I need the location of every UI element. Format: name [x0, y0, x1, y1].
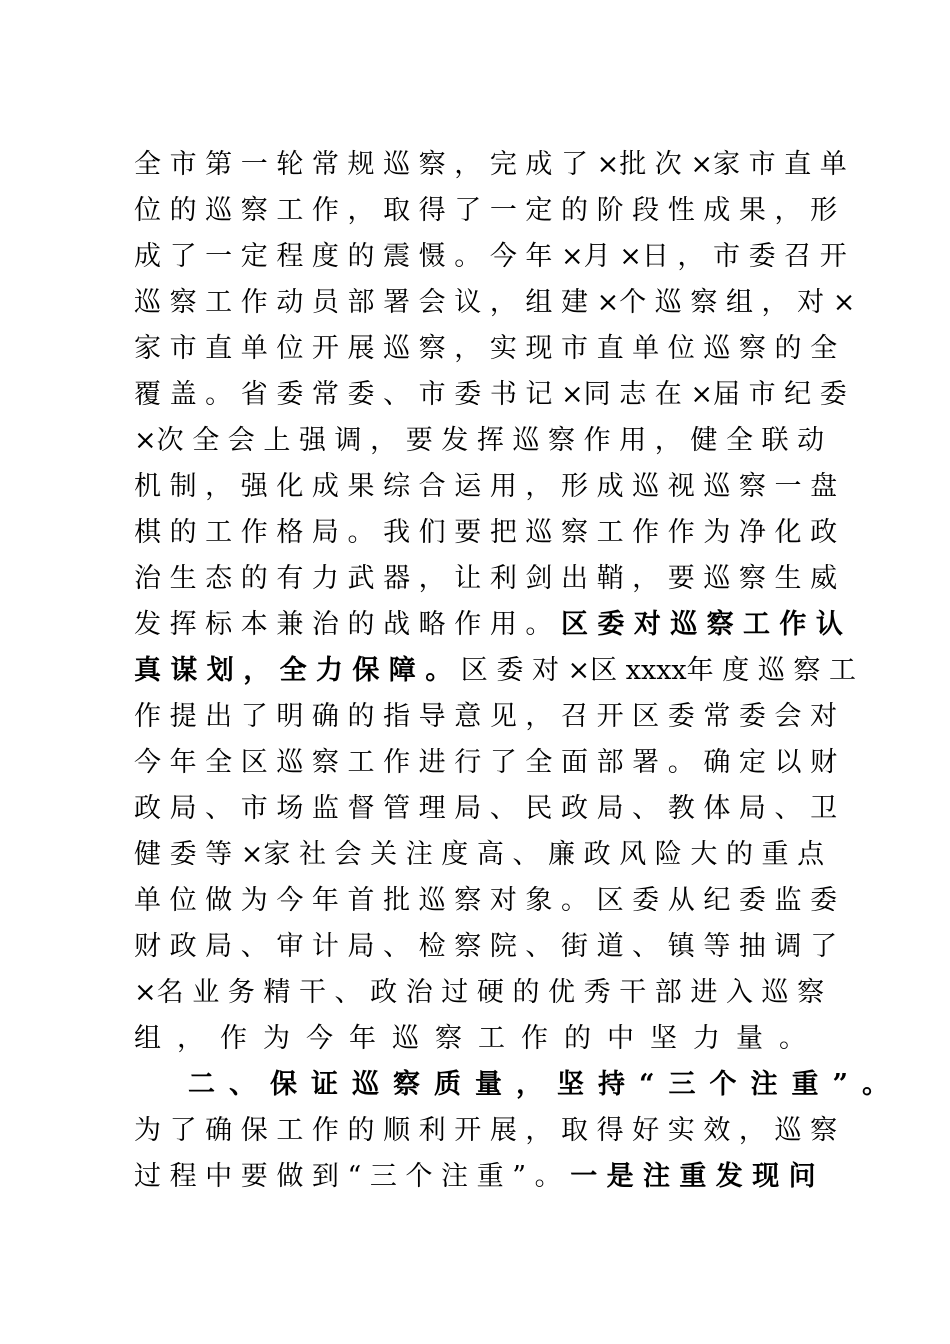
bold-subheading: 区 委 对 巡 察 工 作 认: [561, 609, 843, 640]
text-line: 健 委 等 ×家 社 会 关 注 度 高 、 廉 政 风 险 大 的 重 点: [134, 839, 825, 870]
text-line: 作 提 出 了 明 确 的 指 导 意 见 ， 召 开 区 委 常 委 会 对: [134, 701, 838, 732]
body-text: [134, 142, 904, 1200]
text-normal: 区 委 对 ×区 xxxx年 度 巡 察 工: [460, 655, 856, 686]
text-line: 巡 察 工 作 动 员 部 署 会 议 ， 组 建 ×个 巡 察 组 ， 对 ×: [134, 287, 856, 318]
text-line: 为 了 确 保 工 作 的 顺 利 开 展 ， 取 得 好 实 效 ， 巡 察: [134, 1115, 838, 1146]
text-line-mixed: [134, 1154, 814, 1200]
text-line: 全 市 第 一 轮 常 规 巡 察 ， 完 成 了 ×批 次 ×家 市 直 单: [134, 149, 847, 180]
bold-subheading: 一 是 注 重 发 现 问: [570, 1161, 816, 1192]
text-line: 财 政 局 、 审 计 局 、 检 察 院 、 街 道 、 镇 等 抽 调 了: [134, 931, 838, 962]
text-normal: 过 程 中 要 做 到 “ 三 个 注 重 ” 。: [134, 1161, 562, 1192]
section-heading: 二、保证巡察质量，坚持“三个注重”。: [188, 1069, 904, 1100]
text-line-mixed: [134, 648, 856, 694]
text-line-mixed: [134, 602, 843, 648]
text-line: 单 位 做 为 今 年 首 批 巡 察 对 象 。 区 委 从 纪 委 监 委: [134, 885, 838, 916]
text-line: 家 市 直 单 位 开 展 巡 察 ， 实 现 市 直 单 位 巡 察 的 全: [134, 333, 838, 364]
text-line: 治 生 态 的 有 力 武 器 ， 让 利 剑 出 鞘 ， 要 巡 察 生 威: [134, 563, 838, 594]
text-normal: 发 挥 标 本 兼 治 的 战 略 作 用 。: [134, 609, 553, 640]
bold-subheading: 真 谋 划 ， 全 力 保 障 。: [134, 655, 453, 686]
text-line: 覆 盖 。 省 委 常 委 、 市 委 书 记 ×同 志 在 ×届 市 纪 委: [134, 379, 847, 410]
text-line: 棋 的 工 作 格 局 。 我 们 要 把 巡 察 工 作 作 为 净 化 政: [134, 517, 838, 548]
text-line: 成 了 一 定 程 度 的 震 慑 。 今 年 ×月 ×日 ， 市 委 召 开: [134, 241, 847, 272]
text-line: ×次 全 会 上 强 调 ， 要 发 挥 巡 察 作 用 ， 健 全 联 动: [134, 425, 825, 456]
text-line-last: 组，作为今年巡察工作的中坚力量。: [134, 1023, 822, 1054]
text-line: 今 年 全 区 巡 察 工 作 进 行 了 全 面 部 署 。 确 定 以 财: [134, 747, 838, 778]
text-line: 机 制 ， 强 化 成 果 综 合 运 用 ， 形 成 巡 视 巡 察 一 盘: [134, 471, 838, 502]
text-line: ×名 业 务 精 干 、 政 治 过 硬 的 优 秀 干 部 进 入 巡 察: [134, 977, 825, 1008]
text-line: 政 局 、 市 场 监 督 管 理 局 、 民 政 局 、 教 体 局 、 卫: [134, 793, 838, 824]
text-line: 位 的 巡 察 工 作 ， 取 得 了 一 定 的 阶 段 性 成 果 ， 形: [134, 195, 838, 226]
